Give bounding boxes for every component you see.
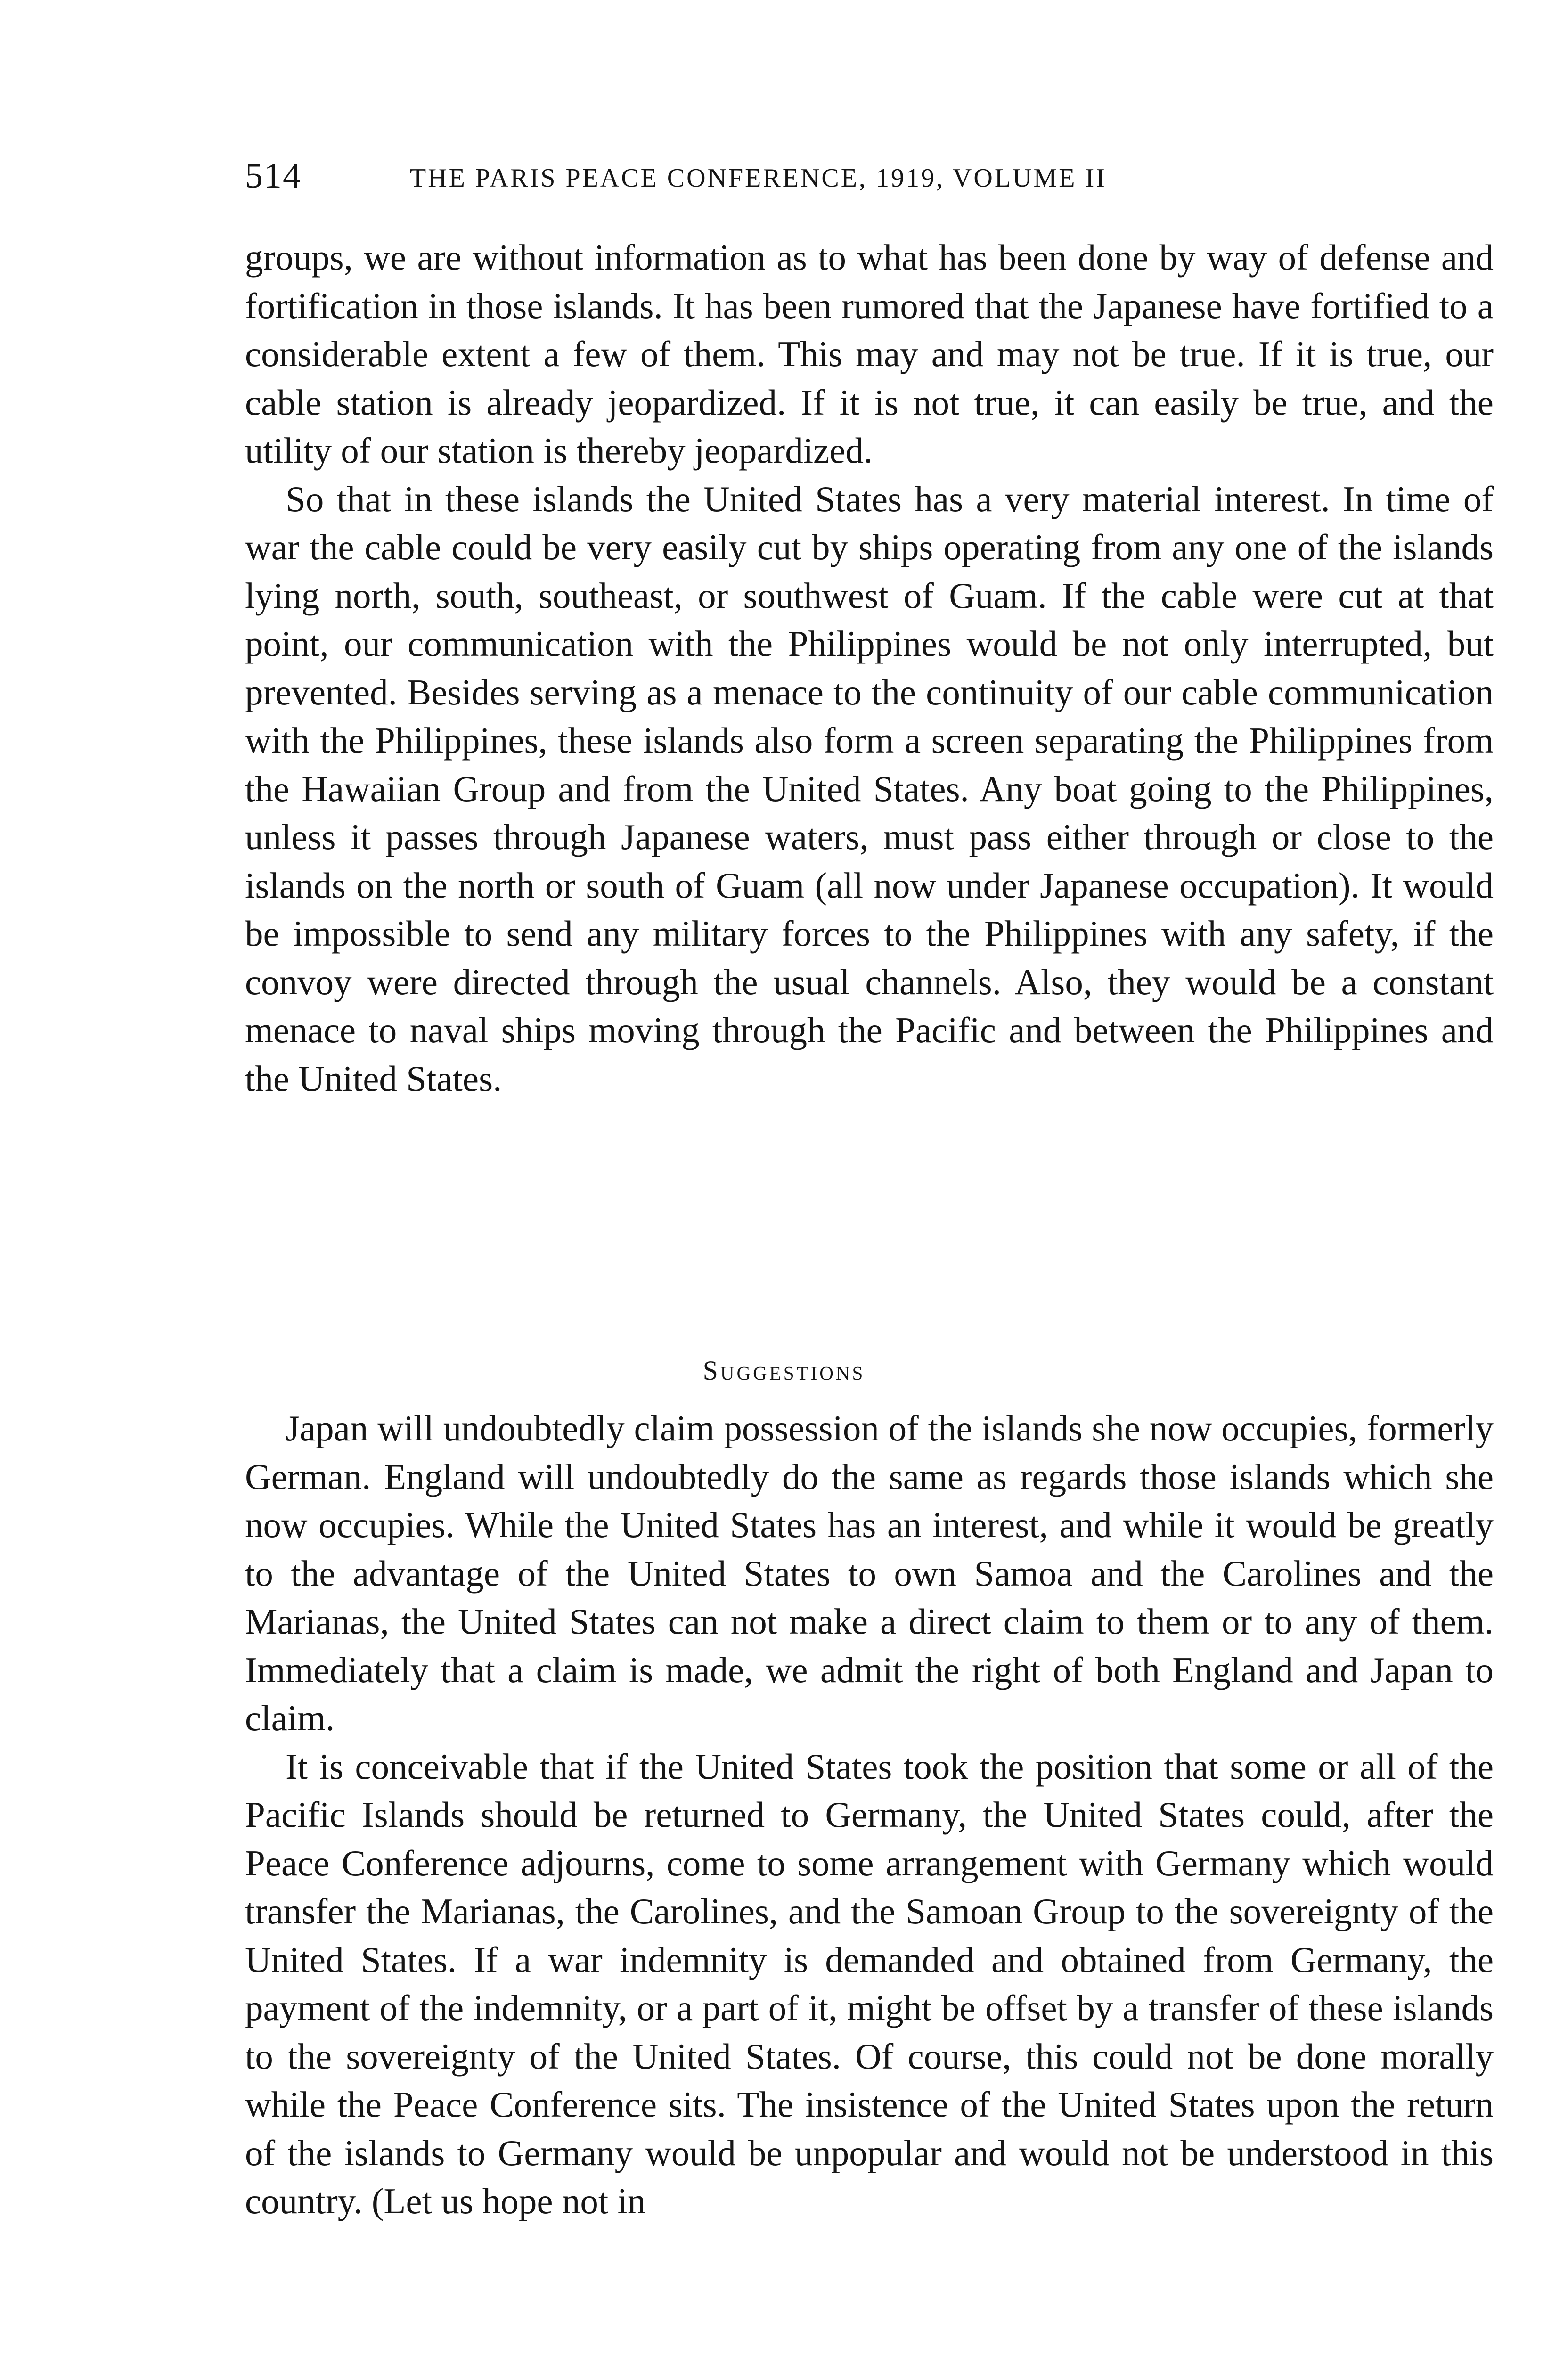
paragraph-continued: groups, we are without information as to what has been done by way of defense and fortification in those islands. It has been rumored that the Japanese have fortified to a considerable extent a few of them. This may and may not be true. If it is true, our cable station is already jeopardized. If it is not true, it can easily be true, and the utility of our station is thereby jeopardized. xyxy=(245,237,1494,471)
running-title: THE PARIS PEACE CONFERENCE, 1919, VOLUME II xyxy=(410,164,1107,193)
section-heading: Suggestions xyxy=(702,1355,866,1386)
page-number: 514 xyxy=(245,156,302,196)
running-header xyxy=(245,155,1329,212)
body-text-section-one xyxy=(245,233,1494,1103)
paragraph: So that in these islands the United States has a very material interest. In time of war the cable could be very easily cut by ships operating from any one of the islands lying north, south, southeast, or southwest of Guam. If the cable were cut at that point, our communication with the Philippines would be not only interrupted, but prevented. Besides serving as a menace to the continuity of our cable communication with the Philippines, these islands also form a screen separating the Philippines from the Hawaiian Group and from the United States. Any boat going to the Philippines, unless it passes through Japanese waters, must pass either through or close to the islands on the north or south of Guam (all now under Japanese occupation). It would be impossible to send any military forces to the Philippines with any safety, if the convoy were directed through the usual channels. Also, they would be a constant menace to naval ships moving through the Pacific and between the Philippines and the United States. xyxy=(245,478,1494,1099)
paragraph: It is conceivable that if the United States took the position that some or all of the Pacific Islands should be returned to Germany, the United States could, after the Peace Conference adjourns, come to some arrangement with Germany which would transfer the Marianas, the Carolines, and the Samoan Group to the sovereignty of the United States. If a war indemnity is demanded and obtained from Germany, the payment of the indemnity, or a part of it, might be offset by a transfer of these islands to the sovereignty of the United States. Of course, this could not be done morally while the Peace Conference sits. The insistence of the United States upon the return of the islands to Germany would be unpopular and would not be understood in this country. (Let us hope not in xyxy=(245,1746,1494,2221)
body-text-section-two xyxy=(245,1404,1494,2225)
paragraph: Japan will undoubtedly claim possession of the islands she now occupies, formerly German. England will undoubtedly do the same as regards those islands which she now occupies. While the United States has an interest, and while it would be greatly to the advantage of the United States to own Samoa and the Carolines and the Marianas, the United States can not make a direct claim to them or to any of them. Immediately that a claim is made, we admit the right of both England and Japan to claim. xyxy=(245,1408,1494,1738)
